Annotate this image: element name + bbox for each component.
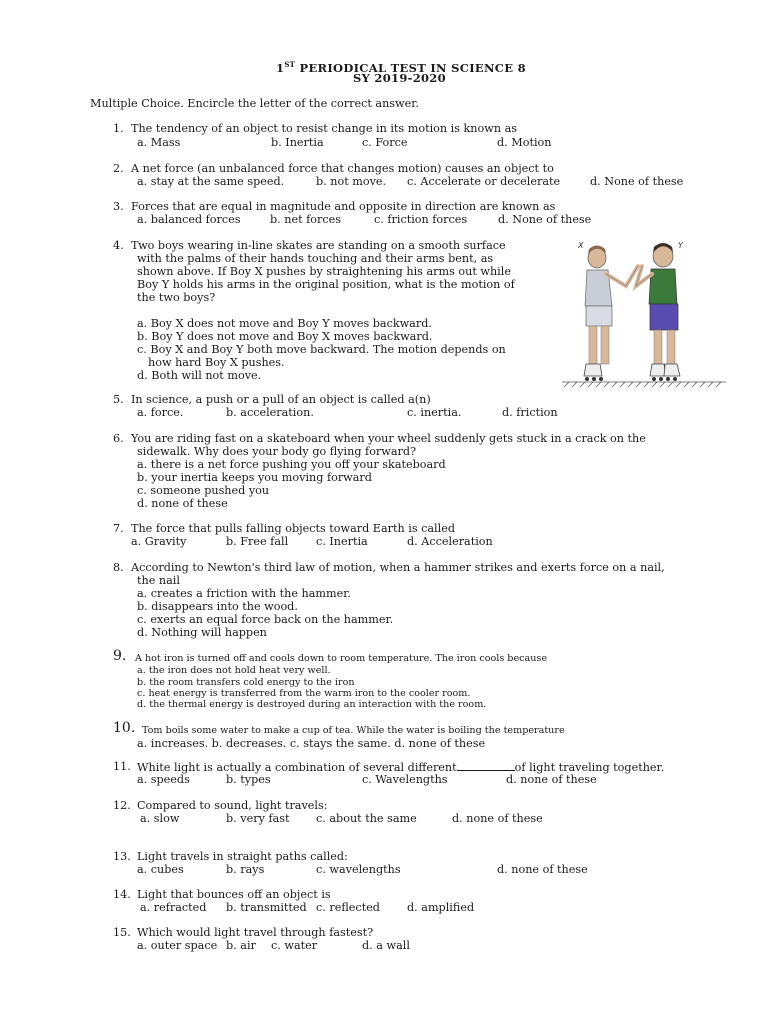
choice: d. Motion	[497, 136, 552, 149]
choice: b. air	[226, 939, 256, 952]
choice: a. cubes	[137, 863, 184, 876]
question-number: 5.	[113, 393, 124, 406]
question-stem: A hot iron is turned off and cools down to room temperature. The iron cools because	[135, 653, 547, 664]
question-number: 2.	[113, 162, 124, 175]
answer-blank	[457, 760, 515, 771]
question-stem: In science, a push or a pull of an object is called a(n)	[131, 393, 431, 406]
choice: b. not move.	[316, 175, 387, 188]
choice: d. none of these	[137, 497, 228, 510]
choice: a. speeds	[137, 773, 190, 786]
question-stem: The force that pulls falling objects toward Earth is called	[131, 522, 456, 535]
choice: c. Wavelengths	[362, 773, 448, 786]
question-stem: Light travels in straight paths called:	[137, 850, 348, 863]
question-stem: According to Newton's third law of motion, when a hammer strikes and exerts force on a nail,	[131, 561, 665, 574]
question-number: 4.	[113, 239, 124, 252]
question-number: 8.	[113, 561, 124, 574]
choice: a. refracted	[140, 901, 207, 914]
choice: d. Both will not move.	[137, 369, 262, 382]
choice: c. Force	[362, 136, 408, 149]
question-stem: shown above. If Boy X pushes by straightening his arms out while	[137, 265, 511, 278]
choice: a. there is a net force pushing you off your skateboard	[137, 458, 446, 471]
choice: d. a wall	[362, 939, 410, 952]
question-number: 6.	[113, 432, 124, 445]
choice: b. Inertia	[271, 136, 324, 149]
question-stem: the nail	[137, 574, 180, 587]
choice: d. None of these	[590, 175, 684, 188]
question-stem: Which would light travel through fastest?	[137, 926, 374, 939]
choice: d. none of these	[497, 863, 588, 876]
question-stem: Compared to sound, light travels:	[137, 799, 328, 812]
choice: a. the iron does not hold heat very well.	[137, 665, 331, 676]
stem-before-blank: White light is actually a combination of several different	[137, 761, 457, 774]
choice: b. disappears into the wood.	[137, 600, 298, 613]
boy-y	[636, 243, 680, 381]
choice: a. slow	[140, 812, 180, 825]
choice: c. wavelengths	[316, 863, 401, 876]
choice: b. Free fall	[226, 535, 289, 548]
ground-hatch	[562, 382, 726, 387]
choice: a. stay at the same speed.	[137, 175, 285, 188]
question-stem: Light that bounces off an object is	[137, 888, 331, 901]
question-number: 14.	[113, 888, 131, 901]
choice: c. exerts an equal force back on the hammer.	[137, 613, 394, 626]
choice: d. amplified	[407, 901, 475, 914]
instructions: Multiple Choice. Encircle the letter of the correct answer.	[90, 97, 419, 110]
school-year: SY 2019-2020	[353, 71, 446, 85]
choice: a. force.	[137, 406, 184, 419]
question-stem: A net force (an unbalanced force that changes motion) causes an object to	[131, 162, 554, 175]
choice: b. very fast	[226, 812, 290, 825]
choice: c. someone pushed you	[137, 484, 270, 497]
title-superscript: ST	[284, 60, 296, 69]
choice: d. none of these	[452, 812, 543, 825]
choice: b. transmitted	[226, 901, 307, 914]
question-number: 10.	[113, 720, 136, 736]
question-stem: Two boys wearing in-line skates are standing on a smooth surface	[131, 239, 506, 252]
choice: c. Inertia	[316, 535, 368, 548]
choice: d. none of these	[506, 773, 597, 786]
choice: how hard Boy X pushes.	[148, 356, 285, 369]
question-stem: the two boys?	[137, 291, 216, 304]
question-number: 3.	[113, 200, 124, 213]
choice: a. Mass	[137, 136, 181, 149]
choice: a. balanced forces	[137, 213, 241, 226]
choice: c. heat energy is transferred from the warm iron to the cooler room.	[137, 688, 471, 699]
choice: a. Gravity	[131, 535, 187, 548]
choice: b. net forces	[270, 213, 342, 226]
choice: c. Accelerate or decelerate	[407, 175, 561, 188]
question-stem: Boy Y holds his arms in the original position, what is the motion of	[137, 278, 515, 291]
choice: a. increases. b. decreases. c. stays the same. d. none of these	[137, 737, 486, 750]
choice: b. the room transfers cold energy to the iron	[137, 677, 355, 688]
question-number: 1.	[113, 122, 124, 135]
question-stem: You are riding fast on a skateboard when your wheel suddenly gets stuck in a crack on the	[131, 432, 646, 445]
label-y: Y	[678, 241, 683, 250]
question-stem: Tom boils some water to make a cup of tea. While the water is boiling the temperature	[142, 725, 565, 736]
choice: c. reflected	[316, 901, 380, 914]
choice: a. outer space	[137, 939, 218, 952]
choice: d. the thermal energy is destroyed during an interaction with the room.	[137, 699, 487, 710]
title-text: PERIODICAL TEST IN SCIENCE 8	[295, 61, 526, 75]
choice: a. creates a friction with the hammer.	[137, 587, 351, 600]
boy-x	[584, 246, 638, 382]
question-number: 9.	[113, 648, 127, 664]
choice: c. inertia.	[407, 406, 462, 419]
choice: c. about the same	[316, 812, 417, 825]
question-number: 15.	[113, 926, 131, 939]
choice: d. friction	[502, 406, 558, 419]
two-boys-skates-figure	[560, 236, 728, 388]
question-stem: sidewalk. Why does your body go flying forward?	[137, 445, 417, 458]
question-number: 7.	[113, 522, 124, 535]
choice: b. your inertia keeps you moving forward	[137, 471, 372, 484]
choice: a. Boy X does not move and Boy Y moves backward.	[137, 317, 432, 330]
choice: d. Nothing will happen	[137, 626, 267, 639]
choice: b. types	[226, 773, 271, 786]
label-x: X	[578, 241, 584, 250]
question-number: 12.	[113, 799, 131, 812]
choice: b. acceleration.	[226, 406, 314, 419]
choice: d. Acceleration	[407, 535, 493, 548]
stem-after-blank: of light traveling together.	[514, 761, 665, 774]
choice: b. rays	[226, 863, 265, 876]
question-number: 13.	[113, 850, 131, 863]
choice: c. Boy X and Boy Y both move backward. The motion depends on	[137, 343, 506, 356]
choice: c. water	[271, 939, 318, 952]
choice: c. friction forces	[374, 213, 468, 226]
question-stem: The tendency of an object to resist change in its motion is known as	[131, 122, 517, 135]
question-number: 11.	[113, 760, 131, 773]
title-number: 1	[276, 61, 285, 75]
choice: b. Boy Y does not move and Boy X moves backward.	[137, 330, 433, 343]
question-stem: with the palms of their hands touching and their arms bent, as	[137, 252, 494, 265]
choice: d. None of these	[498, 213, 592, 226]
question-stem: Forces that are equal in magnitude and opposite in direction are known as	[131, 200, 556, 213]
